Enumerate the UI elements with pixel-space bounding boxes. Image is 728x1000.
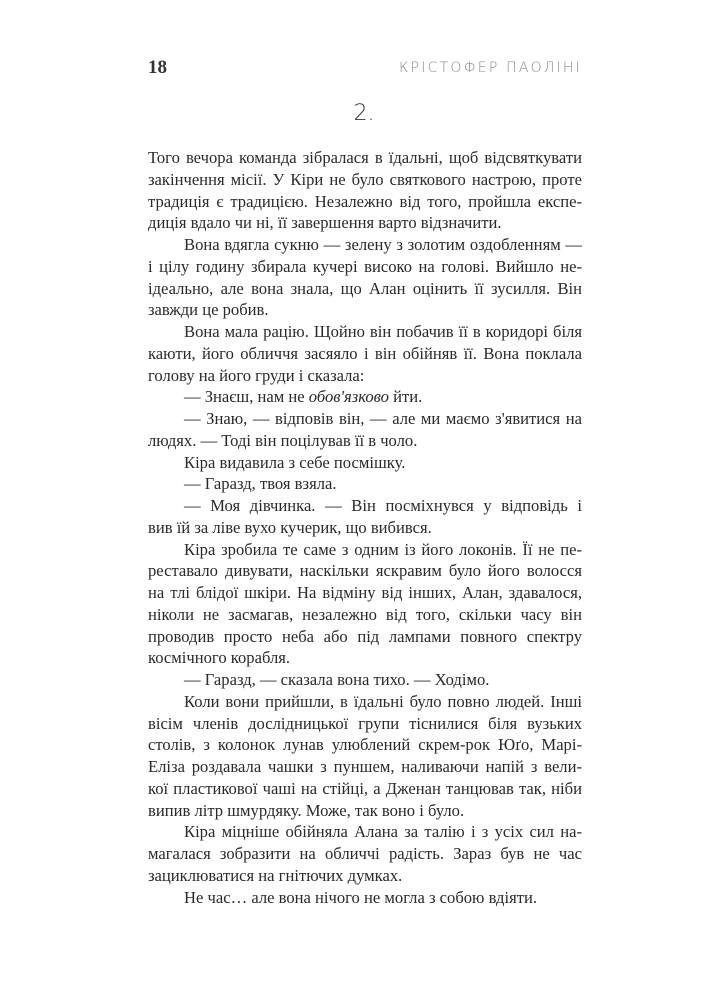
text-segment: йти.	[388, 387, 423, 407]
text-line	[148, 408, 582, 430]
text-line	[148, 647, 582, 669]
text-segment: голову на його груди і сказала:	[148, 365, 365, 385]
text-segment: закінчення місії. У Кіри не було святкового настрою, проте	[148, 169, 582, 189]
text-segment: — Гаразд, твоя взяла.	[184, 474, 337, 494]
text-segment: зациклюватися на гнітючих думках.	[148, 865, 403, 885]
text-line	[148, 669, 582, 691]
italic-emphasis: обов'язково	[308, 387, 389, 407]
text-line	[148, 169, 582, 191]
text-segment: диція вдало чи ні, її завершення варто відзначити.	[148, 213, 502, 233]
text-segment: Того вечора команда зібралася в їдальні, щоб відсвяткувати	[148, 148, 582, 167]
text-segment: проводив просто неба або під лампами повного спектру	[148, 626, 582, 646]
text-segment: — Моя дівчинка. — Він посміхнувся у відповідь і	[184, 496, 582, 515]
text-line	[148, 604, 582, 626]
text-segment: Еліза роздавала чашки з пуншем, наливаючи напій з вели-	[148, 757, 582, 776]
text-line	[148, 495, 582, 517]
body-text	[148, 147, 582, 908]
text-segment: Не час… але вона нічого не могла з собою вдіяти.	[184, 887, 537, 907]
text-segment: — Гаразд, — сказала вона тихо. — Ходімо.	[184, 670, 490, 689]
text-line	[148, 452, 582, 474]
text-segment: — Знаєш, нам не	[184, 387, 309, 407]
text-line	[148, 800, 582, 822]
text-line	[148, 278, 582, 300]
page-number: 18	[148, 57, 167, 78]
text-line	[148, 147, 582, 169]
text-segment: столів, з колонок лунав улюблений скрем-рок Юґо, Марі-	[148, 735, 582, 755]
text-line	[148, 517, 582, 539]
text-line	[148, 386, 582, 408]
text-segment: Кіра зробила те саме з одним із його локонів. Її не пе-	[184, 539, 582, 559]
text-line	[148, 865, 582, 887]
text-line	[148, 734, 582, 756]
text-line	[148, 212, 582, 234]
text-line	[148, 626, 582, 648]
text-line	[148, 256, 582, 278]
text-line	[148, 473, 582, 495]
text-segment: Вона вдягла сукню — зелену з золотим оздобленням —	[184, 235, 582, 254]
text-segment: Коли вони прийшли, в їдальні було повно людей. Інші	[184, 691, 582, 711]
text-segment: ідеально, але вона знала, що Алан оцінить її зусилля. Він	[148, 278, 582, 298]
text-segment: завжди це робив.	[148, 300, 269, 320]
text-line	[148, 582, 582, 604]
running-head-author: КРІСТОФЕР ПАОЛІНІ	[399, 60, 582, 76]
text-segment: вісім членів дослідницької групи тіснилися біля вузьких	[148, 713, 582, 733]
text-line	[148, 756, 582, 778]
text-line	[148, 539, 582, 561]
text-segment: космічного корабля.	[148, 648, 291, 668]
text-line	[148, 821, 582, 843]
text-line	[148, 691, 582, 713]
text-segment: вив їй за ліве вухо кучерик, що вибився.	[148, 517, 432, 537]
text-line	[148, 321, 582, 343]
text-segment: кої пластикової чаші на стійці, а Дженан танцював так, ніби	[148, 778, 582, 798]
text-segment: Кіра міцніше обійняла Алана за талію і з усіх сил на-	[184, 822, 582, 842]
text-segment: на тлі блідої шкіри. На відміну від інших, Алан, здавалося,	[148, 583, 582, 602]
text-line	[148, 887, 582, 909]
text-line	[148, 430, 582, 452]
text-segment: традиція є традицією. Незалежно від того, пройшла експе-	[148, 191, 582, 211]
chapter-number: 2.	[353, 101, 375, 126]
text-segment: реставало дивувати, наскільки яскравим було його волосся	[148, 561, 582, 581]
text-line	[148, 191, 582, 213]
text-line	[148, 713, 582, 735]
text-segment: Вона мала рацію. Щойно він побачив її в коридорі біля	[184, 322, 582, 341]
text-segment: — Знаю, — відповів він, — але ми маємо з'явитися на	[184, 409, 582, 428]
text-line	[148, 343, 582, 365]
text-line	[148, 560, 582, 582]
text-segment: ніколи не засмагав, незалежно від того, скільки часу він	[148, 604, 582, 624]
text-line	[148, 843, 582, 865]
text-segment: магалася зобразити на обличчі радість. Зараз був не час	[148, 844, 582, 863]
text-line	[148, 299, 582, 321]
text-line	[148, 365, 582, 387]
text-segment: каюти, його обличчя засяяло і він обійняв її. Вона поклала	[148, 343, 582, 363]
text-line	[148, 234, 582, 256]
text-segment: випив літр шмурдяку. Може, так воно і було.	[148, 800, 465, 820]
text-segment: Кіра видавила з себе посмішку.	[184, 452, 406, 472]
text-line	[148, 778, 582, 800]
text-segment: людях. — Тоді він поцілував її в чоло.	[148, 430, 418, 450]
text-segment: і цілу годину збирала кучері високо на голові. Вийшло не-	[148, 256, 582, 276]
